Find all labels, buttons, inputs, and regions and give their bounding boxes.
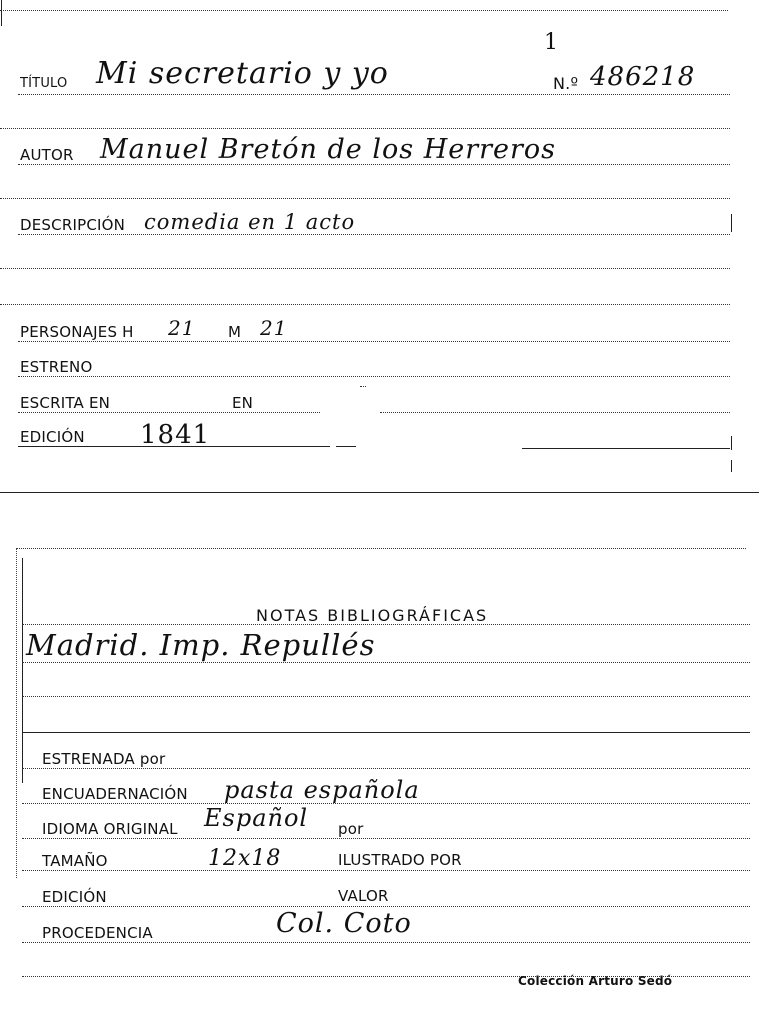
edicion-line-right: [522, 448, 730, 449]
descripcion-label: DESCRIPCIÓN: [20, 216, 126, 234]
estrenada-label: ESTRENADA por: [42, 750, 166, 768]
ilustrado-label: ILUSTRADO POR: [338, 851, 462, 869]
edicion-line-left: [18, 446, 330, 447]
notas-title-line: [22, 624, 750, 625]
top-border-line: [0, 10, 728, 11]
notas-value: Madrid. Imp. Repullés: [26, 628, 376, 662]
personajes-m-value: 21: [260, 316, 288, 340]
autor-value: Manuel Bretón de los Herreros: [100, 134, 557, 165]
encuadernacion-label: ENCUADERNACIÓN: [42, 785, 188, 803]
edicion-dash: [336, 446, 356, 447]
idioma-value: Español: [204, 804, 309, 832]
edicion-bottom-label: EDICIÓN: [42, 888, 107, 906]
numero-value: 486218: [590, 62, 696, 92]
titulo-label: TÍTULO: [20, 76, 68, 91]
edicion-value: 1841: [140, 420, 211, 450]
encuadernacion-value: pasta española: [224, 776, 420, 804]
descripcion-end-tick: [731, 214, 732, 232]
blank-line-1: [0, 128, 730, 129]
procedencia-value: Col. Coto: [276, 908, 412, 939]
edicion-end-tick: [731, 436, 732, 450]
page-number: 1: [544, 30, 559, 55]
descripcion-value: comedia en 1 acto: [144, 210, 356, 234]
estreno-label: ESTRENO: [20, 358, 93, 376]
idioma-line: [22, 838, 750, 839]
personajes-h-value: 21: [168, 316, 196, 340]
valor-label: VALOR: [338, 887, 389, 905]
blank-line-2: [0, 198, 730, 199]
bottom-left-inner-edge: [22, 558, 23, 783]
bottom-left-edge: [16, 548, 17, 878]
autor-label: AUTOR: [20, 146, 74, 164]
personajes-line: [18, 341, 730, 342]
encuadernacion-line: [22, 803, 750, 804]
escrita-line-left: [18, 412, 320, 413]
numero-label: N.º: [553, 74, 579, 93]
blank-line-3: [0, 268, 730, 269]
tamano-value: 12x18: [208, 846, 282, 871]
autor-line: [18, 164, 730, 165]
estreno-line: [18, 376, 730, 377]
escrita-tick: [360, 386, 366, 387]
card-separator: [0, 492, 759, 493]
notas-line-3: [22, 732, 750, 733]
estrenada-line: [22, 768, 750, 769]
edicion-bottom-line: [22, 906, 750, 907]
top-left-edge: [1, 0, 2, 26]
escrita-label: ESCRITA EN: [20, 394, 111, 412]
titulo-value: Mi secretario y yo: [96, 56, 389, 91]
personajes-m-label: M: [228, 323, 242, 341]
blank-line-4: [0, 304, 730, 305]
collection-footer: Colección Arturo Sedó: [518, 974, 673, 988]
titulo-line: [18, 94, 730, 95]
notas-line-1: [22, 662, 750, 663]
notas-line-2: [22, 696, 750, 697]
descripcion-line: [18, 234, 730, 235]
bottom-top-line: [16, 548, 746, 549]
tamano-label: TAMAÑO: [42, 852, 108, 870]
tamano-line: [22, 870, 750, 871]
procedencia-line: [22, 942, 750, 943]
personajes-label: PERSONAJES H: [20, 323, 134, 341]
right-edge-tick: [731, 460, 732, 472]
idioma-label: IDIOMA ORIGINAL: [42, 820, 178, 838]
escrita-en-label: EN: [232, 394, 254, 412]
procedencia-label: PROCEDENCIA: [42, 924, 153, 942]
idioma-por-label: por: [338, 820, 364, 838]
notas-title: NOTAS BIBLIOGRÁFICAS: [256, 606, 489, 625]
escrita-line-right: [380, 412, 730, 413]
edicion-label: EDICIÓN: [20, 428, 85, 446]
